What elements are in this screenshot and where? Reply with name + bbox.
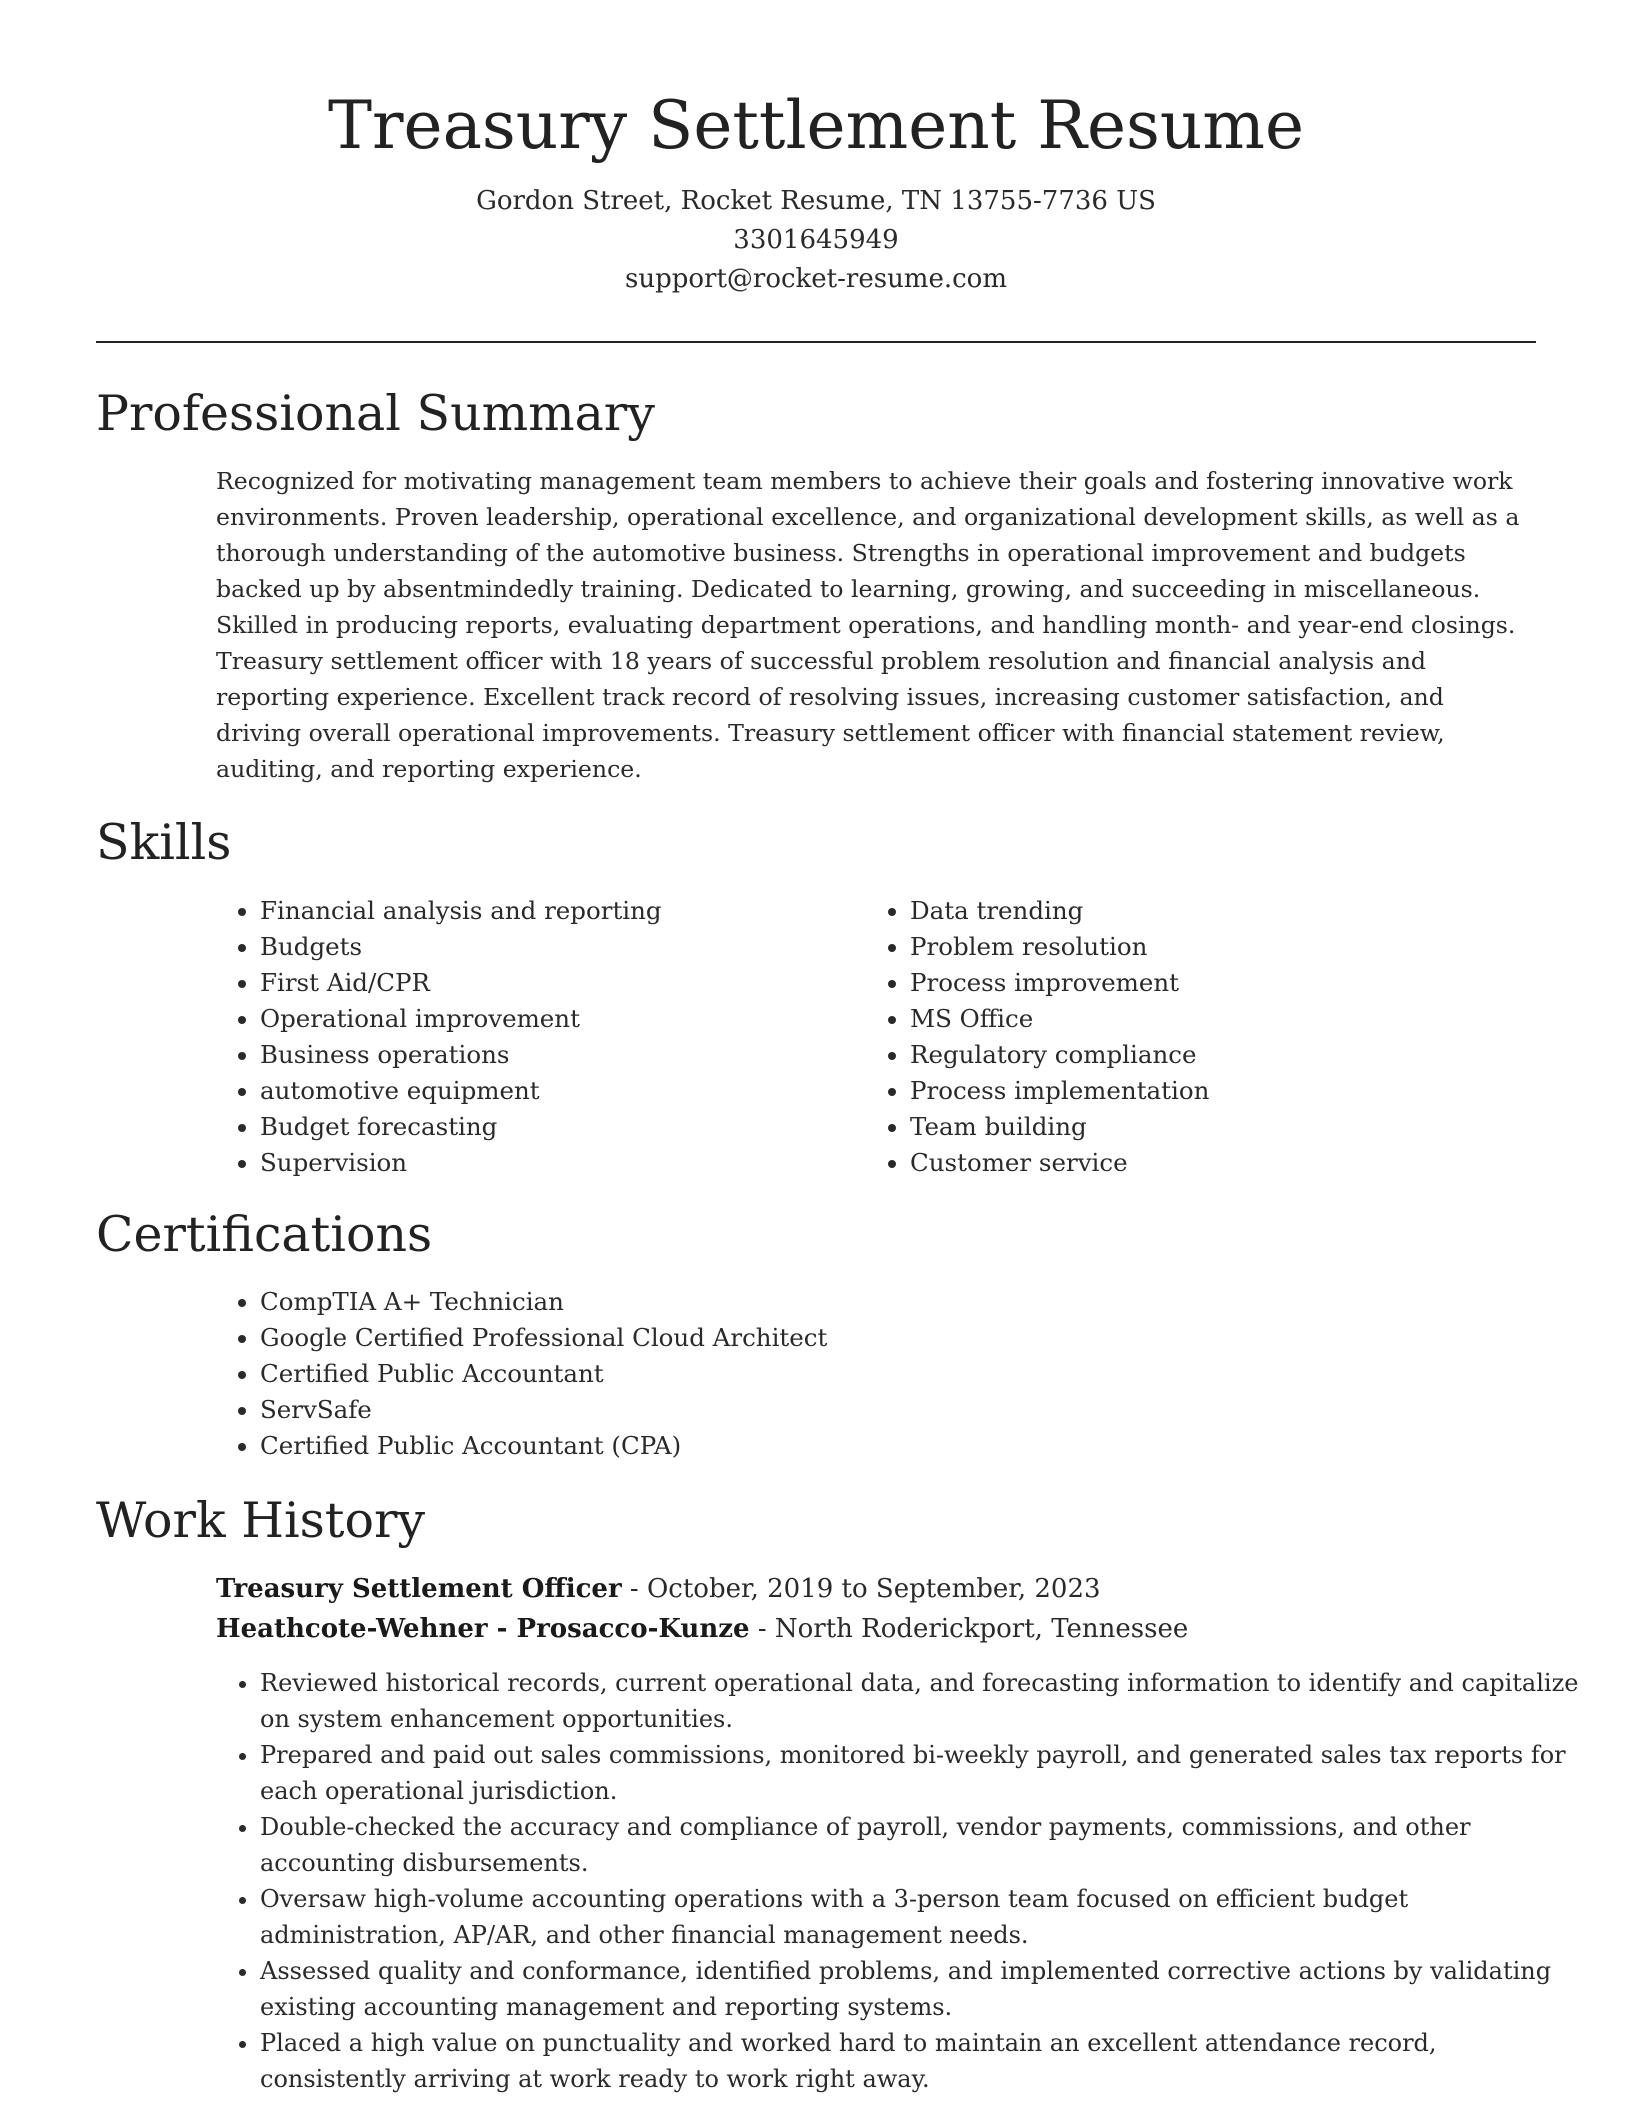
skill-item: • Customer service — [910, 1145, 1530, 1181]
skills-list-left — [216, 893, 880, 1181]
certification-item: • Certified Public Accountant — [260, 1356, 1540, 1392]
contact-phone: 3301645949 — [733, 225, 899, 255]
certification-item: • ServSafe — [260, 1392, 1540, 1428]
summary-heading: Professional Summary — [96, 385, 655, 442]
job-separator: - — [757, 1614, 775, 1644]
skill-item: • Budgets — [260, 929, 880, 965]
duty-item: • Oversaw high-volume accounting operations with a 3-person team focused on efficient budget administration, AP/AR, and other financial management needs. — [260, 1881, 1580, 1953]
job-position: Treasury Settlement Officer — [216, 1574, 622, 1604]
skill-item: • MS Office — [910, 1001, 1530, 1037]
resume-header — [96, 80, 1536, 299]
skill-item: • Operational improvement — [260, 1001, 880, 1037]
duty-item: • Prepared and paid out sales commissions, monitored bi-weekly payroll, and generated sales tax reports for each operational jurisdiction. — [260, 1737, 1580, 1809]
certifications-list — [216, 1284, 1540, 1464]
skill-item: • Budget forecasting — [260, 1109, 880, 1145]
job-dates: October, 2019 to September, 2023 — [646, 1574, 1101, 1604]
header-divider — [96, 341, 1536, 343]
skill-item: • Problem resolution — [910, 929, 1530, 965]
duty-item: • Assessed quality and conformance, identified problems, and implemented corrective actions by validating existing accounting management and reporting systems. — [260, 1953, 1580, 2025]
duty-item: • Double-checked the accuracy and compliance of payroll, vendor payments, commissions, and other accounting disbursements. — [260, 1809, 1580, 1881]
contact-address: Gordon Street, Rocket Resume, TN 13755-7736 US — [476, 186, 1156, 216]
duty-item: • Reviewed historical records, current operational data, and forecasting information to identify and capitalize on system enhancement opportunities. — [260, 1665, 1580, 1737]
contact-email: support@rocket-resume.com — [624, 264, 1007, 294]
job-company: Heathcote-Wehner - Prosacco-Kunze — [216, 1614, 750, 1644]
skill-item: • Regulatory compliance — [910, 1037, 1530, 1073]
skill-item: • Process improvement — [910, 965, 1530, 1001]
skills-heading: Skills — [96, 814, 232, 871]
summary-text: Recognized for motivating management team members to achieve their goals and fostering innovative work environments. Proven leadership, operational excellence, and organizational development skills, as well as a thorough understanding of the automotive business. Strengths in operational improvement and budgets backed up by absentmindedly training. Dedicated to learning, growing, and succeeding in miscellaneous. Skilled in producing reports, evaluating department operations, and handling month- and year-end closings. Treasury settlement officer with 18 years of successful problem resolution and financial analysis and reporting experience. Excellent track record of resolving issues, increasing customer satisfaction, and driving overall operational improvements. Treasury settlement officer with financial statement review, auditing, and reporting experience. — [216, 467, 1520, 783]
skill-item: • Team building — [910, 1109, 1530, 1145]
certification-item: • CompTIA A+ Technician — [260, 1284, 1540, 1320]
skill-item: • Financial analysis and reporting — [260, 893, 880, 929]
skills-list-right — [866, 893, 1530, 1181]
certification-item: • Certified Public Accountant (CPA) — [260, 1428, 1540, 1464]
skill-item: • automotive equipment — [260, 1073, 880, 1109]
work-history-heading: Work History — [96, 1492, 426, 1549]
certification-item: • Google Certified Professional Cloud Architect — [260, 1320, 1540, 1356]
duty-item: • Placed a high value on punctuality and worked hard to maintain an excellent attendance record, consistently arriving at work ready to work right away. — [260, 2025, 1580, 2097]
job-separator: - — [629, 1574, 647, 1604]
job-duties-list — [216, 1665, 1580, 2097]
skill-item: • First Aid/CPR — [260, 965, 880, 1001]
skill-item: • Business operations — [260, 1037, 880, 1073]
skill-item: • Data trending — [910, 893, 1530, 929]
resume-title: Treasury Settlement Resume — [327, 87, 1305, 164]
job-location: North Roderickport, Tennessee — [774, 1614, 1189, 1644]
skill-item: • Process implementation — [910, 1073, 1530, 1109]
certifications-heading: Certifications — [96, 1206, 433, 1263]
job-company-line — [216, 1609, 1536, 1649]
job-title-line — [216, 1569, 1536, 1609]
skill-item: • Supervision — [260, 1145, 880, 1181]
